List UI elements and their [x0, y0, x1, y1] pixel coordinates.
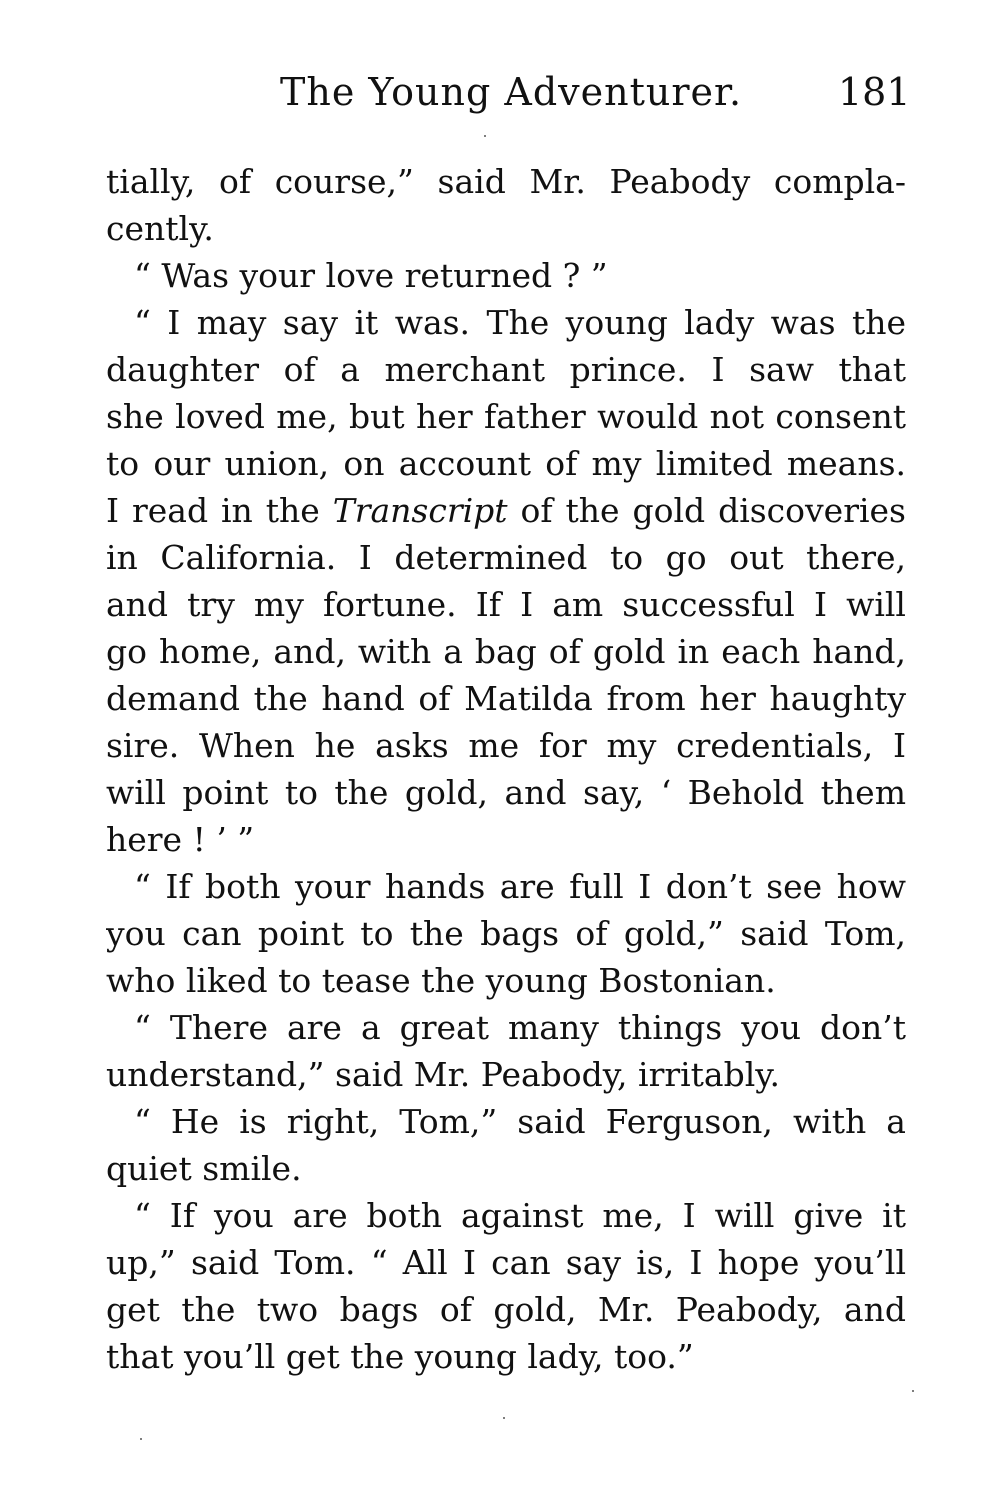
text-line: “ He is right, Tom,” said Ferguson, with a: [134, 1102, 906, 1141]
text-line: “ If you are both against me, I will give it: [134, 1196, 906, 1235]
text-segment: of the gold discoveries: [507, 491, 906, 530]
print-speck: [503, 1417, 505, 1419]
print-speck: [912, 1390, 914, 1392]
text-line: daughter of a merchant prince. I saw that: [106, 350, 906, 389]
text-line: “ I may say it was. The young lady was the: [134, 303, 906, 342]
text-line: up,” said Tom. “ All I can say is, I hope you’ll: [106, 1243, 906, 1282]
text-line: tially, of course,” said Mr. Peabody compla-: [106, 162, 906, 201]
text-line: quiet smile.: [106, 1149, 302, 1188]
text-line: “ Was your love returned ? ”: [134, 256, 608, 295]
text-line: “ There are a great many things you don’t: [134, 1008, 906, 1047]
text-line: that you’ll get the young lady, too.”: [106, 1337, 694, 1376]
italic-title: Transcript: [332, 491, 508, 530]
text-line: who liked to tease the young Bostonian.: [106, 961, 776, 1000]
text-line: [106, 487, 906, 534]
text-line: go home, and, with a bag of gold in each hand,: [106, 632, 906, 671]
text-line: and try my fortune. If I am successful I will: [106, 585, 906, 624]
text-line: sire. When he asks me for my credentials, I: [106, 726, 906, 765]
running-title: The Young Adventurer.: [280, 70, 743, 114]
text-line: “ If both your hands are full I don’t see how: [134, 867, 906, 906]
text-line: she loved me, but her father would not consent: [106, 397, 906, 436]
text-line: here ! ’ ”: [106, 820, 255, 859]
print-speck: [140, 1438, 142, 1440]
text-line: understand,” said Mr. Peabody, irritably.: [106, 1055, 781, 1094]
text-line: to our union, on account of my limited means.: [106, 444, 906, 483]
text-line: cently.: [106, 209, 214, 248]
running-head: [0, 70, 1000, 130]
text-line: you can point to the bags of gold,” said Tom,: [106, 914, 906, 953]
text-line: will point to the gold, and say, ‘ Behold them: [106, 773, 906, 812]
text-line: demand the hand of Matilda from her haughty: [106, 679, 906, 718]
page-number: 181: [838, 70, 911, 114]
body-text: [106, 158, 906, 1380]
print-speck: [484, 135, 486, 137]
text-line: get the two bags of gold, Mr. Peabody, and: [106, 1290, 906, 1329]
text-line: in California. I determined to go out there,: [106, 538, 906, 577]
text-segment: I read in the: [106, 491, 333, 530]
